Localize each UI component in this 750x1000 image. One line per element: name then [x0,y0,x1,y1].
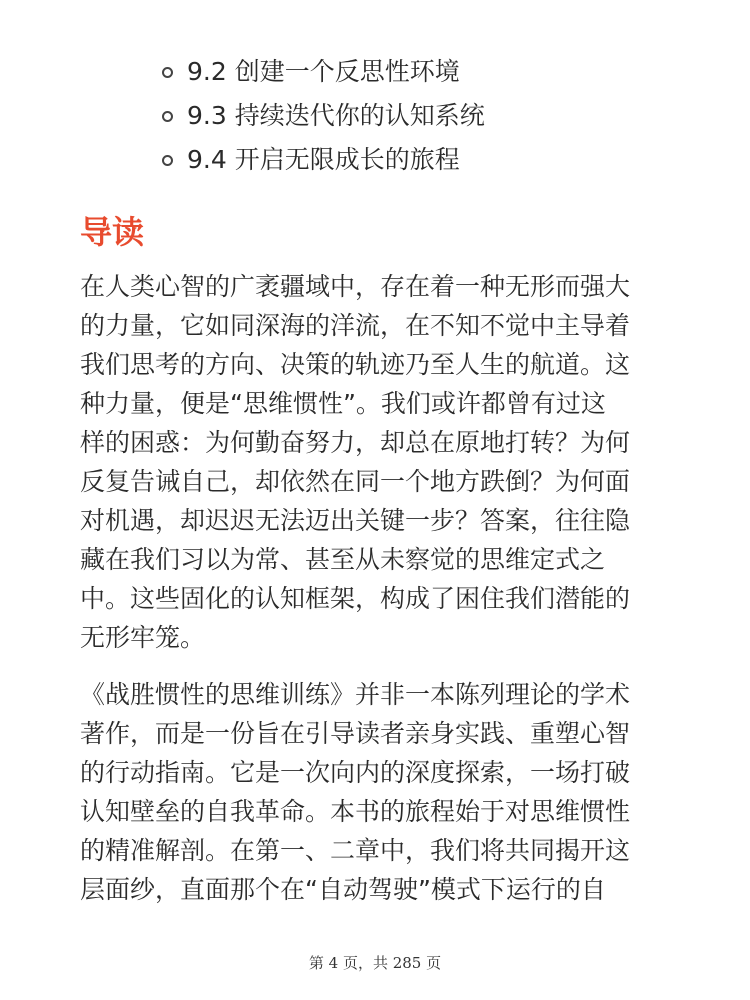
paragraph-line: 中。这些固化的认知框架，构成了困住我们潜能的 [80,584,631,613]
paragraph-line: 在人类心智的广袤疆域中，存在着一种无形而强大 [80,272,631,301]
paragraph-line: 著作，而是一份旨在引导读者亲身实践、重塑心智 [80,719,631,748]
paragraph-line: 对机遇，却迟迟无法迈出关键一步？答案，往往隐 [80,506,631,535]
toc-item-label: 9.4 开启无限成长的旅程 [187,145,460,174]
toc-item[interactable] [162,94,485,138]
page-number: 第 4 页，共 285 页 [308,954,442,972]
circle-bullet-icon [162,111,173,122]
paragraph-line: 的精准解剖。在第一、二章中，我们将共同揭开这 [80,836,631,865]
paragraph-line: 的力量，它如同深海的洋流，在不知不觉中主导着 [80,311,631,340]
toc-item-label: 9.3 持续迭代你的认知系统 [187,101,485,130]
paragraph-line: 认知壁垒的自我革命。本书的旅程始于对思维惯性 [80,797,631,826]
paragraph-line: 种力量，便是“思维惯性”。我们或许都曾有过这 [80,389,606,418]
body-paragraph [80,675,680,909]
paragraph-line: 反复告诫自己，却依然在同一个地方跌倒？为何面 [80,467,631,496]
section-heading: 导读 [80,213,145,251]
toc-list [162,50,485,182]
paragraph-line: 藏在我们习以为常、甚至从未察觉的思维定式之 [80,545,606,574]
paragraph-line: 层面纱，直面那个在“自动驾驶”模式下运行的自 [80,875,606,904]
paragraph-line: 样的困惑：为何勤奋努力，却总在原地打转？为何 [80,428,631,457]
paragraph-line: 我们思考的方向、决策的轨迹乃至人生的航道。这 [80,350,631,379]
paragraph-line: 的行动指南。它是一次向内的深度探索，一场打破 [80,758,631,787]
toc-item[interactable] [162,50,485,94]
paragraph-line: 无形牢笼。 [80,623,206,652]
toc-item[interactable] [162,138,485,182]
circle-bullet-icon [162,155,173,166]
toc-item-label: 9.2 创建一个反思性环境 [187,57,460,86]
paragraph-line: 《战胜惯性的思维训练》并非一本陈列理论的学术 [80,680,631,709]
circle-bullet-icon [162,67,173,78]
body-paragraph [80,267,680,657]
